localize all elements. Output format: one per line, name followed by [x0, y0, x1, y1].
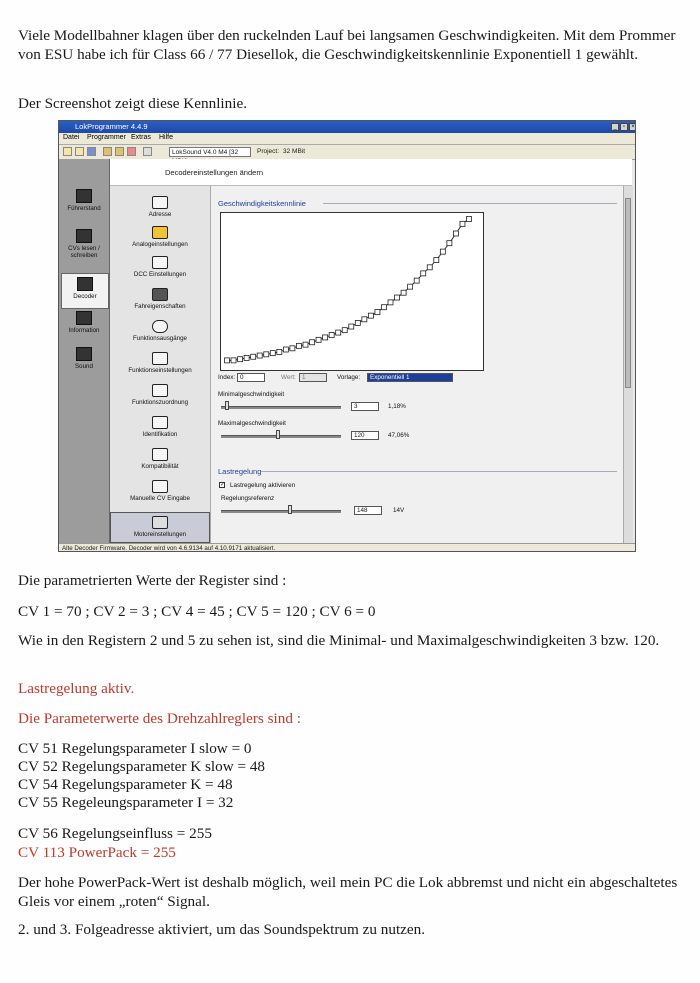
project-value: 32 MBit [283, 148, 306, 155]
lokprogrammer-screenshot [58, 120, 636, 552]
content-scrollbar[interactable] [623, 186, 633, 543]
curve-point-9[interactable] [283, 347, 288, 352]
subnav-funktionsausgaenge[interactable]: Funktionsausgänge [110, 320, 210, 342]
index-label: Index: [218, 374, 236, 381]
nav-sound[interactable]: Sound [61, 347, 107, 370]
max-speed-label: Maximalgeschwindigkeit [218, 420, 286, 427]
curve-point-13[interactable] [310, 340, 315, 345]
decoder-combo[interactable]: LokSound V4.0 M4 [32 [169, 147, 251, 157]
cv54-line: CV 54 Regelungsparameter K = 48 [18, 776, 233, 793]
subnav-funktionseinstellungen[interactable]: Funktionseinstellungen [110, 352, 210, 374]
analog-icon [152, 226, 168, 239]
curve-point-23[interactable] [375, 310, 380, 315]
curve-point-1[interactable] [231, 358, 236, 363]
curve-point-6[interactable] [264, 352, 269, 357]
curve-point-7[interactable] [270, 351, 275, 356]
write-icon[interactable] [115, 147, 124, 156]
nav-fuehrerstand[interactable]: Führerstand [61, 189, 107, 212]
chip-icon [76, 229, 92, 243]
wert-spinner[interactable]: 1 [299, 373, 327, 382]
load-control-note: Lastregelung aktiv. [18, 680, 135, 697]
menu-programmer[interactable]: Programmer [87, 134, 126, 141]
ref-unit: 14V [393, 507, 405, 514]
nav-decoder[interactable]: Decoder [61, 273, 109, 309]
curve-point-33[interactable] [440, 249, 445, 254]
curve-point-29[interactable] [414, 278, 419, 283]
screenshot-caption: Der Screenshot zeigt diese Kennlinie. [18, 95, 247, 112]
ref-label: Regelungsreferenz [221, 495, 275, 502]
nav-information[interactable]: Information [61, 311, 107, 334]
vorlage-select[interactable]: Exponentiell 1 [367, 373, 453, 382]
max-speed-percent: 47,06% [388, 432, 410, 439]
curve-point-0[interactable] [225, 358, 230, 363]
min-speed-spinner[interactable]: 3 [351, 402, 379, 411]
sound-icon [76, 347, 92, 361]
curve-point-8[interactable] [277, 349, 282, 354]
subnav-fahreigenschaften[interactable]: Fahreigenschaften [110, 288, 210, 310]
curve-point-2[interactable] [238, 357, 243, 362]
wert-label: Wert: [281, 374, 296, 381]
subnav-identifikation[interactable]: Identifikation [110, 416, 210, 438]
cv52-line: CV 52 Regelungsparameter K slow = 48 [18, 758, 266, 775]
curve-point-19[interactable] [349, 324, 354, 329]
min-max-note: Wie in den Registern 2 und 5 zu sehen ist, sind die Minimal- und Maximalgeschwindigkeiten 3 bzw. 120. [18, 632, 660, 649]
menu-extras[interactable]: Extras [131, 134, 151, 141]
save-icon[interactable] [87, 147, 96, 156]
powerpack-note: Der hohe PowerPack-Wert ist deshalb möglich, weil mein PC die Lok abbremst und nicht ein abgeschaltetes Gleis vor einem „roten“ Signal. [18, 874, 678, 910]
curve-point-16[interactable] [329, 333, 334, 338]
index-spinner[interactable]: 0 [237, 373, 265, 382]
subnav-manuelle-cv[interactable]: Manuelle CV Eingabe [110, 480, 210, 502]
subnav-dcc[interactable]: DCC Einstellungen [110, 256, 210, 278]
status-bar: Alte Decoder Firmware. Decoder wird von 4.6.9134 auf 4.10.9171 aktualisiert. [59, 543, 635, 552]
subnav-adresse[interactable]: Adresse [110, 196, 210, 218]
maximize-icon[interactable]: ▫ [620, 123, 628, 131]
app-titlebar [59, 121, 635, 133]
subnav-funktionszuordnung[interactable]: Funktionszuordnung [110, 384, 210, 406]
curve-group-rule [323, 203, 617, 204]
nav-cvs[interactable]: CVs lesen / schreiben [61, 229, 107, 259]
min-speed-slider[interactable] [221, 406, 341, 409]
menu-bar [59, 133, 635, 145]
toolbar [59, 145, 635, 160]
mapping-icon [152, 384, 168, 397]
bulb-icon [152, 320, 168, 333]
curve-point-27[interactable] [401, 290, 406, 295]
curve-point-34[interactable] [447, 241, 452, 246]
menu-hilfe[interactable]: Hilfe [159, 134, 174, 141]
load-control-checkbox[interactable]: ✓ [220, 482, 226, 488]
subnav-analog[interactable]: Analogeinstellungen [110, 226, 210, 248]
load-group-rule [261, 471, 617, 472]
curve-point-11[interactable] [296, 343, 301, 348]
curve-group-title: Geschwindigkeitskennlinie [218, 199, 306, 208]
curve-point-3[interactable] [244, 355, 249, 360]
speed-curve-svg [221, 213, 483, 370]
ref-slider[interactable] [221, 510, 341, 513]
cv-list: CV 1 = 70 ; CV 2 = 3 ; CV 4 = 45 ; CV 5 = 120 ; CV 6 = 0 [18, 603, 376, 620]
curve-point-26[interactable] [395, 295, 400, 300]
close-icon[interactable]: × [629, 123, 636, 131]
read-icon[interactable] [103, 147, 112, 156]
curve-point-12[interactable] [303, 342, 308, 347]
curve-point-18[interactable] [342, 328, 347, 333]
min-speed-label: Minimalgeschwindigkeit [218, 391, 285, 398]
dcc-icon [152, 256, 168, 269]
min-speed-percent: 1,18% [388, 403, 406, 410]
settings-content [211, 186, 623, 543]
ref-spinner[interactable]: 148 [354, 506, 382, 515]
cab-icon [76, 189, 92, 203]
cv56-line: CV 56 Regelungseinfluss = 255 [18, 825, 212, 842]
subnav-kompatibilitaet[interactable]: Kompatibilität [110, 448, 210, 470]
info-icon [76, 311, 92, 325]
curve-point-30[interactable] [421, 271, 426, 276]
curve-point-5[interactable] [257, 353, 262, 358]
follow-address-note: 2. und 3. Folgeadresse aktiviert, um das Soundspektrum zu nutzen. [18, 921, 426, 938]
help-icon[interactable] [143, 147, 152, 156]
decoder-subnav [110, 186, 211, 543]
curve-point-22[interactable] [368, 313, 373, 318]
curve-point-17[interactable] [336, 330, 341, 335]
speed-curve-graph[interactable] [220, 212, 484, 371]
curve-point-28[interactable] [408, 284, 413, 289]
pen-icon [152, 480, 168, 493]
cv113-line: CV 113 PowerPack = 255 [18, 844, 176, 861]
curve-point-37[interactable] [467, 217, 472, 222]
ref-knob[interactable] [288, 505, 292, 514]
max-speed-spinner[interactable]: 120 [351, 431, 379, 440]
vorlage-label: Vorlage: [337, 374, 361, 381]
compat-icon [152, 448, 168, 461]
menu-datei[interactable]: Datei [63, 134, 80, 141]
cv55-line: CV 55 Regeleungsparameter I = 32 [18, 794, 234, 811]
max-speed-slider[interactable] [221, 435, 341, 438]
project-label: Project: [257, 148, 280, 155]
curve-point-31[interactable] [427, 265, 432, 270]
controller-params-heading: Die Parameterwerte des Drehzahlreglers sind : [18, 710, 301, 727]
intro-paragraph: Viele Modellbahner klagen über den ruckelnden Lauf bei langsamen Geschwindigkeiten. Mit dem Prommer von ESU habe ich für Class 66 / 77 Diesellok, die Geschwindigkeitskennlinie Exponentiell 1 gewählt. [18, 27, 676, 63]
left-nav [59, 159, 110, 543]
max-speed-knob[interactable] [276, 430, 280, 439]
envelope-icon [152, 196, 168, 209]
id-icon [152, 416, 168, 429]
params-intro: Die parametrierten Werte der Register sind : [18, 572, 287, 589]
wrench-icon [77, 277, 93, 291]
app-title: LokProgrammer 4.4.9 [75, 122, 148, 131]
curve-line [227, 219, 469, 360]
curve-point-4[interactable] [251, 354, 256, 359]
curve-point-21[interactable] [362, 317, 367, 322]
curve-point-35[interactable] [453, 231, 458, 236]
curve-point-10[interactable] [290, 346, 295, 351]
curve-point-20[interactable] [355, 320, 360, 325]
curve-point-36[interactable] [460, 221, 465, 226]
curve-point-24[interactable] [381, 305, 386, 310]
load-group-title: Lastregelung [218, 467, 262, 476]
curve-point-15[interactable] [323, 335, 328, 340]
new-icon[interactable] [63, 147, 72, 156]
function-icon [152, 352, 168, 365]
curve-point-25[interactable] [388, 300, 393, 305]
load-control-label: Lastregelung aktivieren [230, 482, 296, 489]
sliders-icon [152, 288, 168, 301]
panel-header: Decodereinstellungen ändern [110, 159, 632, 186]
cv51-line: CV 51 Regelungsparameter I slow = 0 [18, 740, 252, 757]
motor-icon [152, 516, 168, 529]
curve-point-32[interactable] [434, 258, 439, 263]
scroll-thumb[interactable] [625, 198, 631, 388]
min-speed-knob[interactable] [225, 401, 229, 410]
stop-icon[interactable] [127, 147, 136, 156]
curve-point-14[interactable] [316, 337, 321, 342]
subnav-motoreinstellungen[interactable]: Motoreinstellungen [110, 512, 210, 543]
minimize-icon[interactable]: _ [611, 123, 619, 131]
open-icon[interactable] [75, 147, 84, 156]
